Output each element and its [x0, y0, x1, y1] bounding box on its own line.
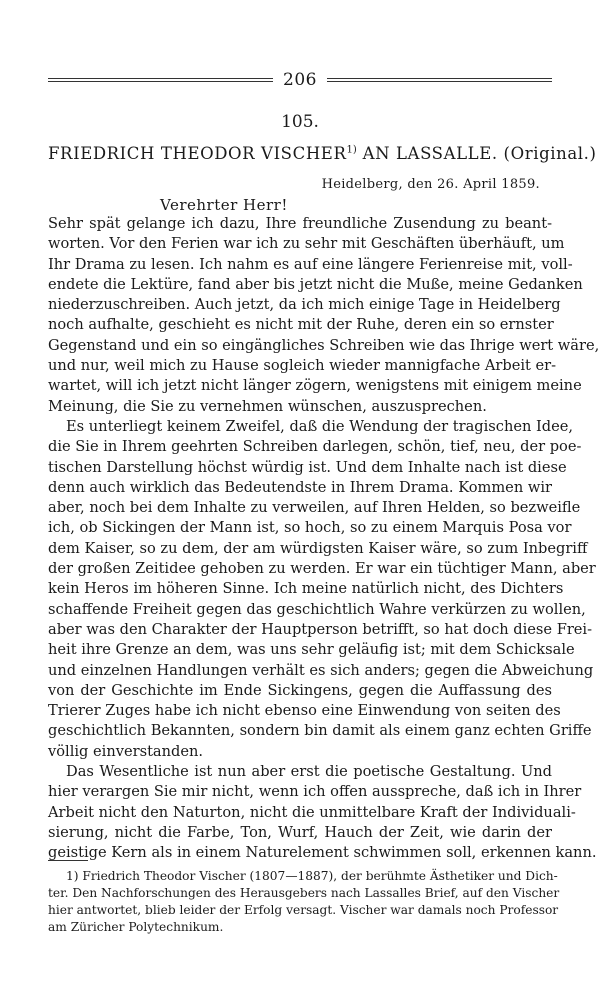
salutation: Verehrter Herr! [160, 196, 288, 214]
footnote-separator [48, 860, 88, 861]
body-line: aber, noch bei dem Inhalte zu verweilen, auf Ihren Helden, so bezweifle [48, 499, 581, 517]
body-line: niederzuschreiben. Auch jetzt, da ich mich einige Tage in Heidelberg [48, 296, 561, 314]
body-line: endete die Lektüre, fand aber bis jetzt nicht die Muße, meine Gedanken [48, 275, 583, 293]
body-line: und einzelnen Handlungen verhält es sich anders; gegen die Abweichung [48, 661, 594, 679]
body-line: aber was den Charakter der Hauptperson betrifft, so hat doch diese Frei- [48, 620, 593, 638]
footnote-line: am Züricher Polytechnikum. [48, 920, 224, 934]
body-line: sierung, nicht die Farbe, Ton, Wurf, Hauch der Zeit, wie darin der [48, 823, 552, 841]
body-line: geistige Kern als in einem Naturelement schwimmen soll, erkennen kann. [48, 844, 597, 862]
letter-number: 105. [281, 112, 319, 132]
body-line: geschichtlich Bekannten, sondern bin damit als einem ganz echten Griffe [48, 722, 592, 740]
place-date: Heidelberg, den 26. April 1859. [321, 177, 540, 192]
header-rule-left [48, 78, 273, 82]
body-line: völlig einverstanden. [48, 742, 204, 760]
body-line: der großen Zeitidee gehoben zu werden. Er war ein tüchtiger Mann, aber [48, 560, 596, 578]
footnote [48, 868, 560, 936]
page-header [48, 70, 552, 90]
body-line: hier verargen Sie mir nicht, wenn ich offen ausspreche, daß ich in Ihrer [48, 783, 582, 801]
page-number: 206 [283, 70, 317, 90]
letter-title-recipient: AN LASSALLE. (Original.) [356, 144, 597, 163]
body-line: heit ihre Grenze an dem, was uns sehr geläufig ist; mit dem Schicksale [48, 641, 575, 659]
header-rule-right [327, 78, 552, 82]
body-line: Arbeit nicht den Naturton, nicht die unmittelbare Kraft der Individuali- [48, 803, 576, 821]
body-line: wartet, will ich jetzt nicht länger zögern, wenigstens mit einigem meine [48, 377, 582, 395]
body-line: Gegenstand und ein so eingängliches Schreiben wie das Ihrige wert wäre, [48, 336, 600, 354]
body-line: Ihr Drama zu lesen. Ich nahm es auf eine längere Ferienreise mit, voll- [48, 255, 573, 273]
body-line: noch aufhalte, geschieht es nicht mit der Ruhe, deren ein so ernster [48, 316, 554, 334]
footnote-line: ter. Den Nachforschungen des Herausgebers nach Lassalles Brief, auf den Vischer [48, 886, 560, 900]
body-line: Trierer Zuges habe ich nicht ebenso eine Einwendung von seiten des [48, 702, 561, 720]
body-line: worten. Vor den Ferien war ich zu sehr mit Geschäften überhäuft, um [48, 235, 565, 253]
body-line: die Sie in Ihrem geehrten Schreiben darlegen, schön, tief, neu, der poe- [48, 438, 582, 456]
body-line: schaffende Freiheit gegen das geschichtlich Wahre verkürzen zu wollen, [48, 600, 586, 618]
body-line: von der Geschichte im Ende Sickingens, gegen die Auffassung des [48, 681, 552, 699]
body-line: kein Heros im höheren Sinne. Ich meine natürlich nicht, des Dichters [48, 580, 564, 598]
body-line: dem Kaiser, so zu dem, der am würdigsten Kaiser wäre, so zum Inbegriff [48, 539, 588, 557]
body-line: denn auch wirklich das Bedeutendste in Ihrem Drama. Kommen wir [48, 478, 552, 496]
body-line: Meinung, die Sie zu vernehmen wünschen, auszusprechen. [48, 397, 487, 415]
body-line: Sehr spät gelange ich dazu, Ihre freundliche Zusendung zu beant- [48, 215, 552, 232]
body-line: und nur, weil mich zu Hause sogleich wieder mannigfache Arbeit er- [48, 357, 557, 375]
footnote-reference: 1) [346, 144, 357, 156]
body-line: ich, ob Sickingen der Mann ist, so hoch, so zu einem Marquis Posa vor [48, 519, 572, 537]
body-line: tischen Darstellung höchst würdig ist. Und dem Inhalte nach ist diese [48, 458, 567, 476]
letter-title-sender: FRIEDRICH THEODOR VISCHER [48, 144, 347, 163]
body-line: Es unterliegt keinem Zweifel, daß die Wendung der tragischen Idee, [66, 417, 574, 435]
footnote-line: hier antwortet, blieb leider der Erfolg versagt. Vischer war damals noch Professor [48, 903, 559, 917]
letter-title [48, 144, 597, 163]
footnote-line: 1) Friedrich Theodor Vischer (1807—1887), der berühmte Ästhetiker und Dich- [66, 869, 558, 883]
letter-body [48, 214, 600, 864]
body-line: Das Wesentliche ist nun aber erst die poetische Gestaltung. Und [66, 763, 552, 781]
